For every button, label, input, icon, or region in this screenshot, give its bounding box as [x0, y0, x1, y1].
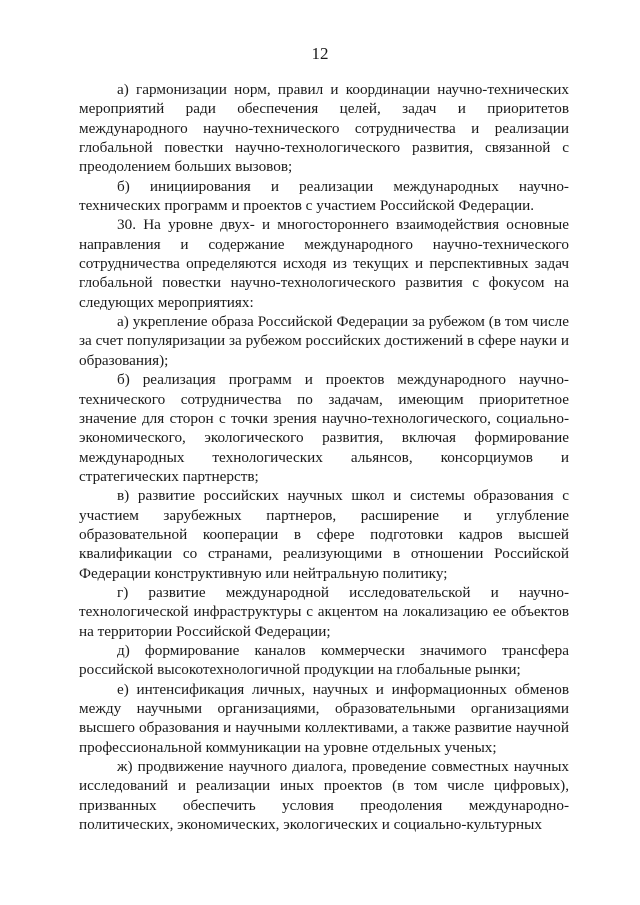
paragraph-30-e: е) интенсификация личных, научных и информационных обменов между научными организациями, образовательными организациями высшего образования и научными коллективами, а также развитие научной профессиональной коммуникации на уровне отдельных ученых; [79, 680, 569, 756]
paragraph-30: 30. На уровне двух- и многостороннего взаимодействия основные направления и содержание международного научно-технического сотрудничества определяются исходя из текущих и перспективных задач глобальной повестки научно-технологического развития с фокусом на следующих мероприятиях: [79, 216, 569, 311]
paragraph-30-v: в) развитие российских научных школ и системы образования с участием зарубежных партнеров, расширение и углубление образовательной кооперации в сфере подготовки кадров высшей квалификации со странами, реализующими в отношении Российской Федерации конструктивную или нейтральную политику; [79, 487, 569, 582]
paragraph-30-b: б) реализация программ и проектов международного научно-технического сотрудничества по задачам, имеющим приоритетное значение для сторон с точки зрения научно-технологического, социально-экономического, экологического развития, включая формирование международных технологических альянсов, консорциумов и стратегических партнерств; [79, 371, 569, 485]
paragraph-30-d: д) формирование каналов коммерчески значимого трансфера российской высокотехнологичной продукции на глобальные рынки; [79, 641, 569, 679]
page-number: 12 [311, 44, 329, 63]
paragraph-30-zh: ж) продвижение научного диалога, проведение совместных научных исследований и реализации иных проектов (в том числе цифровых), призванных обеспечить условия преодоления международно-политических, экономических, экологических и социально-культурных [79, 758, 569, 834]
document-body [79, 80, 569, 834]
paragraph-a-harmonization: а) гармонизации норм, правил и координации научно-технических мероприятий ради обеспечения целей, задач и приоритетов международного научно-технического сотрудничества и реализации глобальной повестки научно-технологического развития, связанной с преодолением больших вызовов; [79, 81, 569, 176]
paragraph-b-initiation: б) инициирования и реализации международных научно-технических программ и проектов с участием Российской Федерации. [79, 177, 569, 215]
paragraph-30-a: а) укрепление образа Российской Федерации за рубежом (в том числе за счет популяризации за рубежом российских достижений в сфере науки и образования); [79, 313, 569, 369]
paragraph-30-g: г) развитие международной исследовательской и научно-технологической инфраструктуры с акцентом на локализацию ее объектов на территории Российской Федерации; [79, 583, 569, 640]
